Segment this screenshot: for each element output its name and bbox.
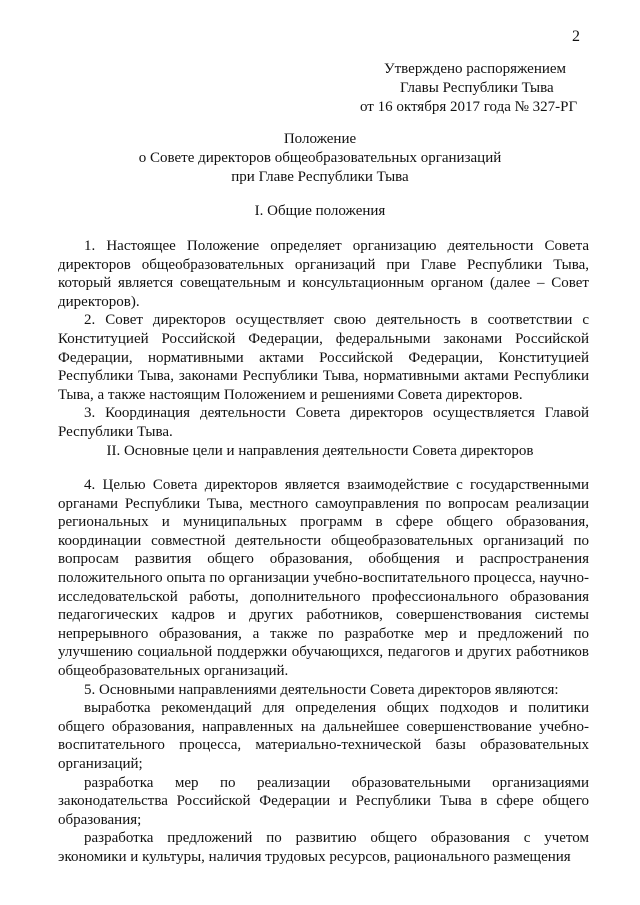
paragraph-4: 4. Целью Совета директоров является взаимодействие с государственными органами Республики Тыва, местного самоуправления по вопросам реализации региональных и муниципальных программ в сфере общего образования, координации совместной деятельности общеобразовательных организаций по вопросам развития общего образования, обобщения и распространения положительного опыта по организации учебно-воспитательного процесса, научно-исследовательской работы, дополнительного профессионального образования педагогических кадров и других работников, совершенствования системы непрерывного образования, а также по разработке мер и предложений по улучшению социальной поддержки обучающихся, педагогов и других работников общеобразовательных организаций. xyxy=(58,477,589,679)
title-line-1: Положение xyxy=(283,131,357,147)
title-line-3: при Главе Республики Тыва xyxy=(231,169,409,185)
paragraph-1: 1. Настоящее Положение определяет организацию деятельности Совета директоров общеобразовательных организаций при Главе Республики Тыва, который является совещательным и консультационным органом (далее – Совет директоров). xyxy=(58,238,589,310)
approval-stamp xyxy=(360,60,590,117)
section-1-heading: I. Общие положения xyxy=(254,203,386,219)
section-2-body xyxy=(58,476,589,866)
list-item-proposals: разработка предложений по развитию общего образования с учетом экономики и культуры, наличия трудовых ресурсов, рационального размещения xyxy=(58,830,589,865)
section-1-body xyxy=(58,237,589,442)
list-item-recommendations: выработка рекомендаций для определения общих подходов и политики общего образования, направленных на дальнейшее совершенствование учебно-воспитательного процесса, материально-технической базы образовательных организаций; xyxy=(58,700,589,772)
paragraph-5: 5. Основными направлениями деятельности Совета директоров являются: xyxy=(84,681,559,698)
section-2-heading: II. Основные цели и направления деятельности Совета директоров xyxy=(106,443,534,459)
document-title xyxy=(60,130,580,187)
paragraph-2: 2. Совет директоров осуществляет свою деятельность в соответствии с Конституцией Российской Федерации, федеральными законами Российской Федерации, нормативными актами Российской Федерации, Конституцией Республики Тыва, законами Республики Тыва, нормативными актами Республики Тыва, а также настоящим Положением и решениями Совета директоров. xyxy=(58,312,589,403)
list-item-measures: разработка мер по реализации образовательными организациями законодательства Российской Федерации и Республики Тыва в сфере общего образования; xyxy=(58,774,589,828)
approval-line-1: Утверждено распоряжением xyxy=(384,61,567,77)
approval-line-2: Главы Республики Тыва xyxy=(400,80,554,96)
page-number: 2 xyxy=(572,28,580,45)
title-line-2: о Совете директоров общеобразовательных организаций xyxy=(138,150,502,166)
approval-line-3: от 16 октября 2017 года № 327-РГ xyxy=(360,99,578,115)
paragraph-3: 3. Координация деятельности Совета директоров осуществляется Главой Республики Тыва. xyxy=(58,405,589,440)
